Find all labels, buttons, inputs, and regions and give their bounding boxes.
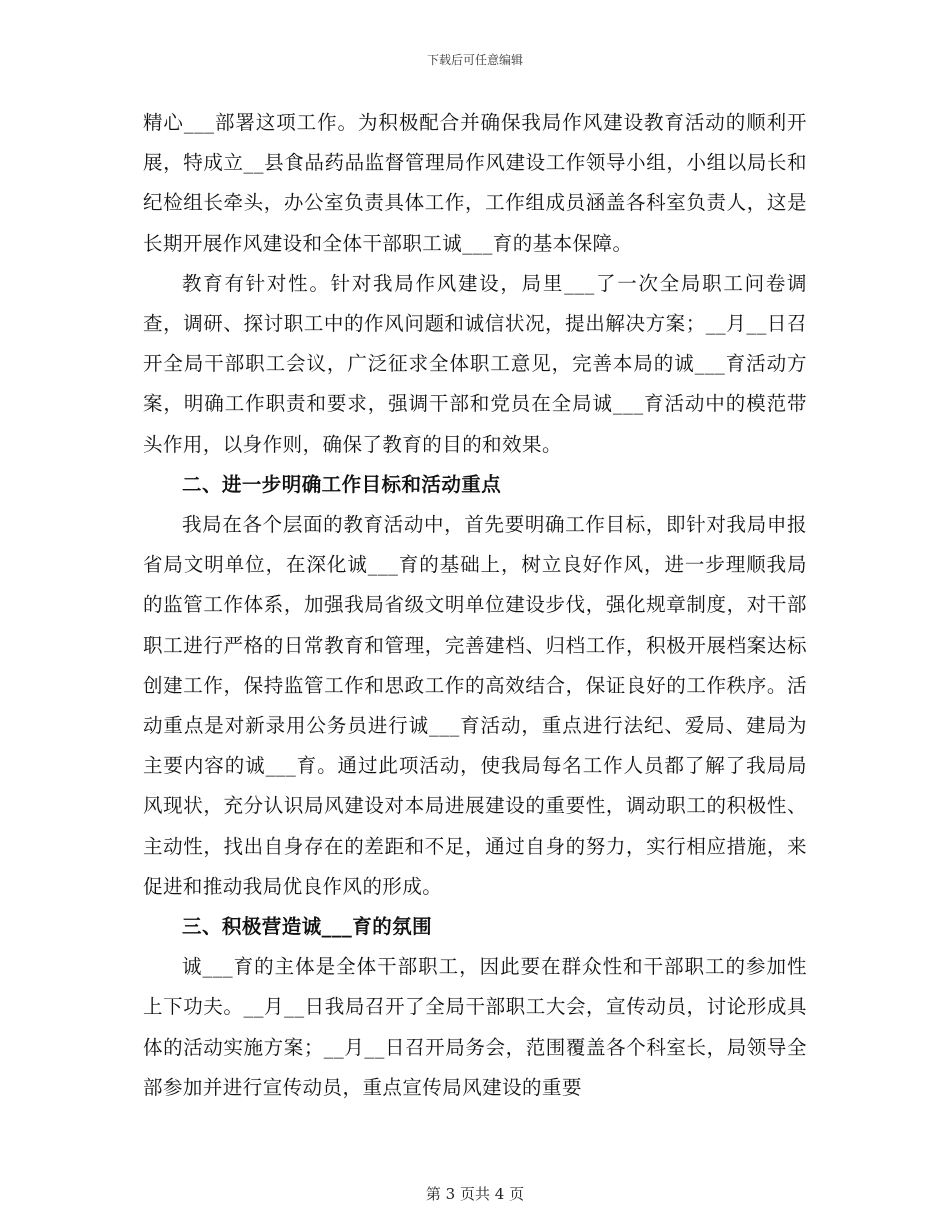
- page-header: 下载后可任意编辑: [426, 53, 523, 67]
- paragraph-3: 我局在各个层面的教育活动中，首先要明确工作目标，即针对我局申报省局文明单位，在深化诚___育的基础上，树立良好作风，进一步理顺我局的监管工作体系，加强我局省级文明单位建设步伐，强化规章制度，对干部职工进行严格的日常教育和管理，完善建档、归档工作，积极开展档案达标创建工作，保持监管工作和思政工作的高效结合，保证良好的工作秩序。活动重点是对新录用公务员进行诚___育活动，重点进行法纪、爱局、建局为主要内容的诚___育。通过此项活动，使我局每名工作人员都了解了我局局风现状，充分认识局风建设对本局进展建设的重要性，调动职工的积极性、主动性，找出自身存在的差距和不足，通过自身的努力，实行相应措施，来促进和推动我局优良作风的形成。: [143, 513, 807, 898]
- paragraph-4: 诚___育的主体是全体干部职工，因此要在群众性和干部职工的参加性上下功夫。__月__日我局召开了全局干部职工大会，宣传动员，讨论形成具体的活动实施方案；__月__日召开局务会，范围覆盖各个科室长，局领导全部参加并进行宣传动员，重点宣传局风建设的重要: [143, 955, 807, 1099]
- paragraph-1: 精心___部署这项工作。为积极配合并确保我局作风建设教育活动的顺利开展，特成立__县食品药品监督管理局作风建设工作领导小组，小组以局长和纪检组长牵头，办公室负责具体工作，工作组成员涵盖各科室负责人，这是长期开展作风建设和全体干部职工诚___育的基本保障。: [143, 111, 807, 255]
- paragraph-2: 教育有针对性。针对我局作风建设，局里___了一次全局职工问卷调查，调研、探讨职工中的作风问题和诚信状况，提出解决方案；__月__日召开全局干部职工会议，广泛征求全体职工意见，完善本局的诚___育活动方案，明确工作职责和要求，强调干部和党员在全局诚___育活动中的模范带头作用，以身作则，确保了教育的目的和效果。: [143, 271, 807, 456]
- section-heading-2: 二、进一步明确工作目标和活动重点: [182, 472, 502, 496]
- page-number: 第 3 页共 4 页: [425, 1185, 525, 1203]
- document-body: [143, 103, 807, 1108]
- section-heading-3: 三、积极营造诚___育的氛围: [182, 915, 433, 939]
